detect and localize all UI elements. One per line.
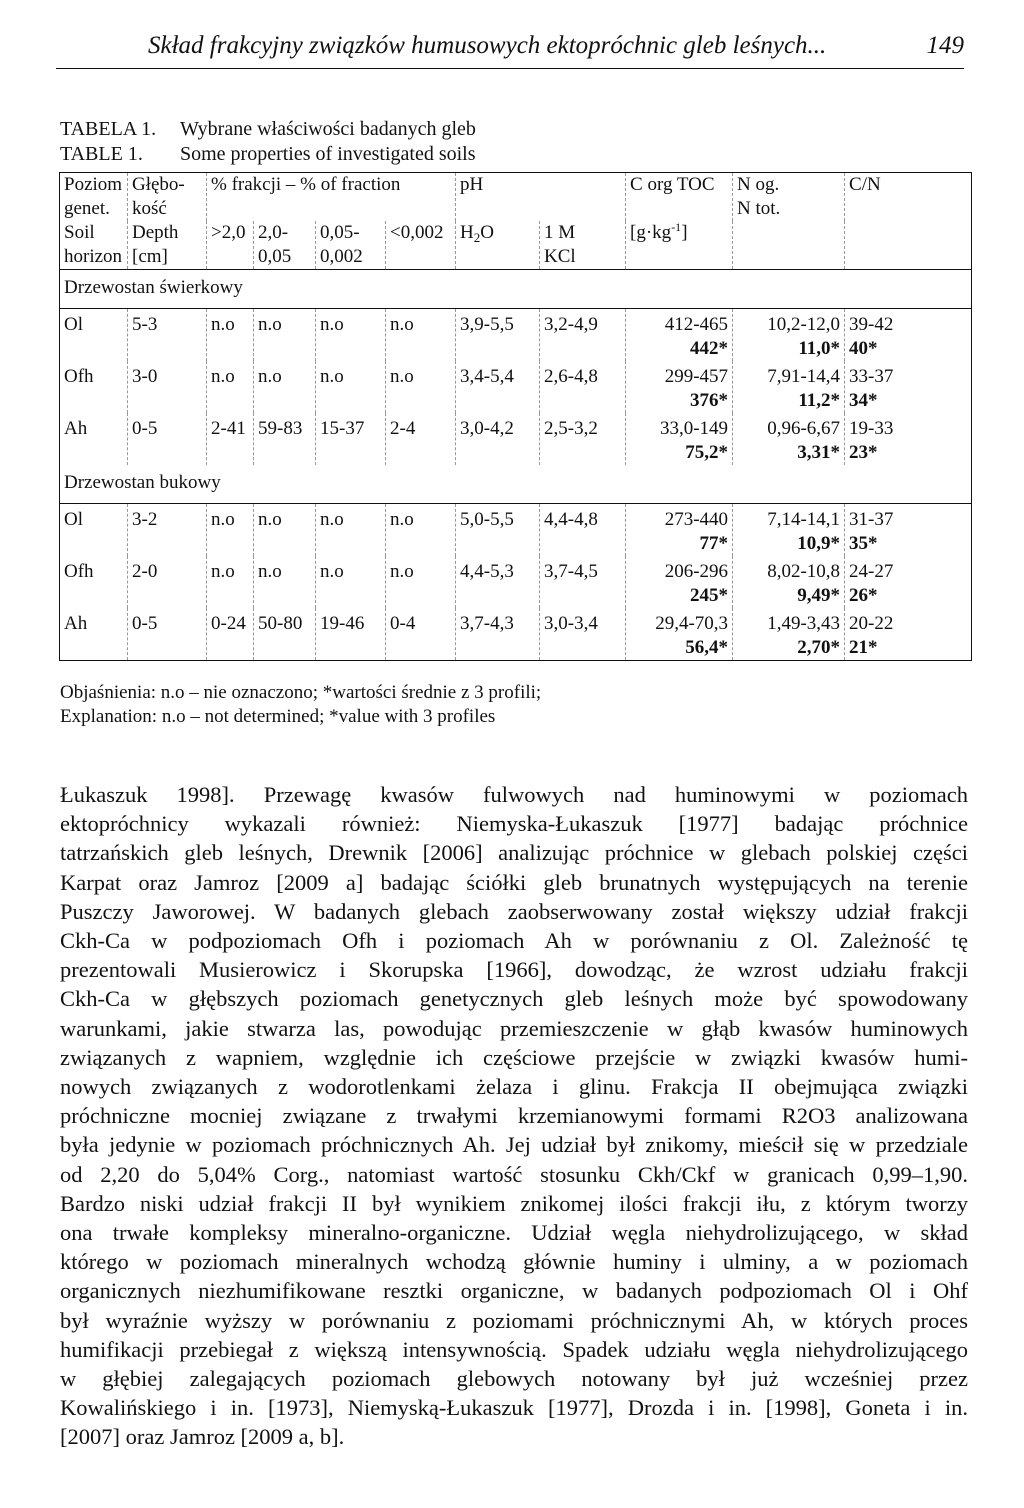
cell-corg — [626, 413, 733, 465]
cell-fraction-3: n.o — [316, 361, 386, 413]
cell-corg — [626, 361, 733, 413]
text-line: Bardzo niski udział frakcji II był wynikiem znikomej ilości frakcji iłu, z którym tworzy — [60, 1190, 968, 1216]
cell-horizon: Ofh — [60, 361, 128, 413]
header-row-2 — [60, 221, 972, 270]
cell-fraction-1: 2-41 — [207, 413, 254, 465]
cell-n-mean: 2,70* — [797, 637, 841, 658]
cell-n — [733, 504, 845, 557]
cell-fraction-2: n.o — [254, 556, 316, 608]
table-row — [60, 413, 972, 465]
cell-fraction-1: n.o — [207, 504, 254, 557]
cell-cn-mean: 21* — [849, 637, 878, 658]
cell-corg-mean: 442* — [690, 338, 729, 359]
header-fraction-1: >2,0 — [207, 221, 254, 270]
soil-properties-table — [59, 172, 972, 661]
cell-n-mean: 9,49* — [797, 585, 841, 606]
cell-n-mean: 11,0* — [798, 338, 841, 359]
cell-ph-h2o: 3,7-4,3 — [456, 608, 540, 661]
text-line: Łukaszuk 1998]. Przewagę kwasów fulwowych nad huminowymi w poziomach — [60, 782, 968, 807]
cell-corg-range: 412-465 — [664, 314, 729, 335]
body-paragraph — [60, 780, 968, 1452]
cell-ph-h2o: 3,0-4,2 — [456, 413, 540, 465]
cell-horizon: Ofh — [60, 556, 128, 608]
cell-cn-mean: 34* — [849, 390, 878, 411]
cell-cn-range: 24-27 — [849, 561, 894, 582]
cell-corg-range: 29,4-70,3 — [655, 613, 729, 634]
text-line: był wyraźnie wyższy w porównaniu z poziomami próchnicznymi Ah, w których proces — [60, 1307, 968, 1333]
cell-cn — [845, 413, 972, 465]
table-row — [60, 309, 972, 362]
cell-n-mean: 3,31* — [797, 442, 841, 463]
cell-cn-range: 20-22 — [849, 613, 894, 634]
text-line: Ckh-Ca w głębszych poziomach genetycznych gleb leśnych może być spowodowany — [60, 986, 968, 1012]
caption-text-pl: Wybrane właściwości badanych gleb — [180, 118, 476, 140]
cell-fraction-1: n.o — [207, 361, 254, 413]
cell-fraction-3: 19-46 — [316, 608, 386, 661]
cell-ph-kcl: 2,6-4,8 — [540, 361, 626, 413]
header-ph: pH — [456, 173, 626, 222]
cell-ph-kcl: 2,5-3,2 — [540, 413, 626, 465]
page-number: 149 — [926, 32, 964, 59]
cell-n — [733, 361, 845, 413]
cell-n-range: 0,96-6,67 — [767, 418, 841, 439]
text-line: Puszczy Jaworowej. W badanych glebach zaobserwowany został większy udział frakcji — [60, 898, 968, 924]
text-line: ektopróchnicy wykazali również: Niemyska-Łukaszuk [1977] badając próchnice — [60, 811, 968, 837]
cell-n-range: 7,91-14,4 — [767, 366, 841, 387]
cell-ph-kcl: 3,0-3,4 — [540, 608, 626, 661]
text-line: była jedynie w poziomach próchnicznych Ah. Jej udział był znikomy, mieścił się w przedziale — [60, 1132, 968, 1158]
cell-fraction-2: n.o — [254, 361, 316, 413]
cell-cn-range: 31-37 — [849, 509, 894, 530]
cell-cn-range: 39-42 — [849, 314, 894, 335]
header-horizon-en: Soil horizon — [60, 221, 128, 270]
cell-ph-h2o: 3,4-5,4 — [456, 361, 540, 413]
cell-fraction-4: n.o — [386, 556, 456, 608]
table-row — [60, 504, 972, 557]
cell-corg-mean: 56,4* — [685, 637, 729, 658]
running-head — [56, 30, 964, 69]
cell-corg-mean: 376* — [690, 390, 729, 411]
cell-n-range: 1,49-3,43 — [767, 613, 841, 634]
header-corg-unit: $[g\cdot kg^{-1}]$ — [626, 221, 733, 270]
cell-corg-mean: 75,2* — [685, 442, 729, 463]
cell-fraction-3: n.o — [316, 309, 386, 362]
cell-n — [733, 309, 845, 362]
header-ph-h2o: $H_2O$ — [456, 221, 540, 270]
cell-ph-h2o: 4,4-5,3 — [456, 556, 540, 608]
header-horizon-pl: Poziom genet. — [60, 173, 128, 222]
cell-corg-range: 206-296 — [664, 561, 729, 582]
cell-depth: 2-0 — [128, 556, 207, 608]
cell-fraction-4: 0-4 — [386, 608, 456, 661]
text-line: ona trwałe kompleksy mineralno-organiczne. Udział węgla niehydrolizującego, w skład — [60, 1220, 968, 1246]
text-line: nowych związanych z wodorotlenkami żelaza i glinu. Frakcja II obejmująca związki — [60, 1074, 968, 1100]
cell-ph-h2o: 3,9-5,5 — [456, 309, 540, 362]
cell-fraction-2: 50-80 — [254, 608, 316, 661]
cell-fraction-3: n.o — [316, 556, 386, 608]
cell-n — [733, 413, 845, 465]
text-line: w głębiej zalegających poziomach glebowych notowany był już wcześniej przez — [60, 1366, 968, 1392]
cell-horizon: Ah — [60, 608, 128, 661]
cell-fraction-3: 15-37 — [316, 413, 386, 465]
cell-cn-mean: 23* — [849, 442, 878, 463]
cell-corg — [626, 608, 733, 661]
note-en: Explanation: n.o – not determined; *value with 3 profiles — [60, 706, 496, 727]
header-fraction-3: 0,05- 0,002 — [316, 221, 386, 270]
cell-n-range: 8,02-10,8 — [767, 561, 841, 582]
cell-depth: 3-2 — [128, 504, 207, 557]
cell-corg-range: 33,0-149 — [659, 418, 729, 439]
cell-horizon: Ol — [60, 504, 128, 557]
cell-corg — [626, 556, 733, 608]
header-fraction-4: <0,002 — [386, 221, 456, 270]
cell-cn — [845, 556, 972, 608]
cell-depth: 0-5 — [128, 608, 207, 661]
cell-n-range: 7,14-14,1 — [767, 509, 841, 530]
cell-n — [733, 608, 845, 661]
header-fraction-2: 2,0- 0,05 — [254, 221, 316, 270]
cell-fraction-4: n.o — [386, 309, 456, 362]
cell-cn-mean: 40* — [849, 338, 878, 359]
cell-fraction-4: 2-4 — [386, 413, 456, 465]
cell-cn — [845, 608, 972, 661]
cell-horizon: Ol — [60, 309, 128, 362]
header-fraction: % frakcji – % of fraction — [207, 173, 456, 222]
cell-corg-mean: 77* — [699, 533, 729, 554]
cell-n-range: 10,2-12,0 — [767, 314, 841, 335]
section-title: Drzewostan świerkowy — [60, 270, 972, 309]
cell-cn — [845, 309, 972, 362]
header-row-1 — [60, 173, 972, 222]
caption-label-pl: TABELA 1. — [60, 118, 157, 140]
header-n-empty — [733, 221, 845, 270]
cell-fraction-4: n.o — [386, 504, 456, 557]
cell-corg-range: 273-440 — [664, 509, 729, 530]
cell-cn — [845, 504, 972, 557]
header-depth-en: Depth [cm] — [128, 221, 207, 270]
cell-ph-h2o: 5,0-5,5 — [456, 504, 540, 557]
cell-fraction-1: n.o — [207, 309, 254, 362]
cell-fraction-2: 59-83 — [254, 413, 316, 465]
cell-fraction-3: n.o — [316, 504, 386, 557]
text-line: prezentowali Musierowicz i Skorupska [1966], dowodząc, że wzrost udziału frakcji — [60, 957, 968, 983]
cell-fraction-1: n.o — [207, 556, 254, 608]
text-line: związanych z wapniem, względnie ich częściowe przejście w związki kwasów humi- — [60, 1044, 968, 1070]
header-depth-pl: Głębo- kość — [128, 173, 207, 222]
caption-text-en: Some properties of investigated soils — [180, 143, 476, 165]
text-line: tatrzańskich gleb leśnych, Drewnik [2006] analizując próchnice w glebach polskiej części — [60, 840, 968, 866]
cell-corg — [626, 309, 733, 362]
text-line: Karpat oraz Jamroz [2009 a] badając ściółki gleb brunatnych występujących na terenie — [60, 869, 968, 895]
cell-fraction-2: n.o — [254, 309, 316, 362]
cell-ph-kcl: 3,7-4,5 — [540, 556, 626, 608]
text-line: którego w poziomach mineralnych wchodzą głównie huminy i ulminy, a w poziomach — [60, 1249, 968, 1275]
cell-cn — [845, 361, 972, 413]
text-line: od 2,20 do 5,04% Corg., natomiast wartość stosunku Ckh/Ckf w granicach 0,99–1,90. — [60, 1161, 968, 1187]
cell-n-mean: 10,9* — [797, 533, 841, 554]
text-line: warunkami, jakie stwarza las, powodując przemieszczenie w głąb kwasów huminowych — [60, 1015, 968, 1041]
cell-corg-range: 299-457 — [664, 366, 729, 387]
cell-cn-mean: 35* — [849, 533, 878, 554]
cell-fraction-1: 0-24 — [207, 608, 254, 661]
table-row — [60, 608, 972, 661]
cell-fraction-4: n.o — [386, 361, 456, 413]
cell-ph-kcl: 3,2-4,9 — [540, 309, 626, 362]
cell-depth: 0-5 — [128, 413, 207, 465]
cell-n — [733, 556, 845, 608]
note-pl: Objaśnienia: n.o – nie oznaczono; *wartości średnie z 3 profili; — [60, 682, 542, 703]
header-corg: C org TOC — [626, 173, 733, 222]
table-caption-en — [60, 143, 476, 166]
table-caption-pl — [60, 118, 476, 141]
text-line: organicznych niezhumifikowane resztki organiczne, w badanych podpoziomach Ol i Ohf — [60, 1278, 968, 1304]
text-line: próchniczne mocniej związane z trwałymi krzemianowymi formami R2O3 analizowana — [60, 1103, 968, 1129]
cell-cn-mean: 26* — [849, 585, 878, 606]
header-cn-empty — [845, 221, 972, 270]
cell-horizon: Ah — [60, 413, 128, 465]
cell-cn-range: 19-33 — [849, 418, 894, 439]
table-row — [60, 361, 972, 413]
text-line: [2007] oraz Jamroz [2009 a, b]. — [60, 1424, 345, 1450]
header-cn: C/N — [845, 173, 972, 222]
section-title: Drzewostan bukowy — [60, 465, 972, 504]
text-line: humifikacji przebiegał z większą intensywnością. Spadek udziału węgla niehydrolizującego — [60, 1336, 968, 1362]
running-title: Skład frakcyjny związków humusowych ektopróchnic gleb leśnych... — [148, 32, 827, 59]
section-row — [60, 270, 972, 309]
section-row — [60, 465, 972, 504]
cell-depth: 5-3 — [128, 309, 207, 362]
header-nog: N og. N tot. — [733, 173, 845, 222]
text-line: Kowalińskiego i in. [1973], Niemyską-Łukaszuk [1977], Drozda i in. [1998], Goneta i in. — [60, 1395, 968, 1421]
cell-corg — [626, 504, 733, 557]
cell-ph-kcl: 4,4-4,8 — [540, 504, 626, 557]
cell-cn-range: 33-37 — [849, 366, 894, 387]
cell-fraction-2: n.o — [254, 504, 316, 557]
caption-label-en: TABLE 1. — [60, 143, 143, 165]
text-line: Ckh-Ca w podpoziomach Ofh i poziomach Ah w porównaniu z Ol. Zależność tę — [60, 928, 968, 954]
cell-n-mean: 11,2* — [798, 390, 841, 411]
cell-depth: 3-0 — [128, 361, 207, 413]
header-ph-kcl: 1 M KCl — [540, 221, 626, 270]
table-row — [60, 556, 972, 608]
cell-corg-mean: 245* — [690, 585, 729, 606]
